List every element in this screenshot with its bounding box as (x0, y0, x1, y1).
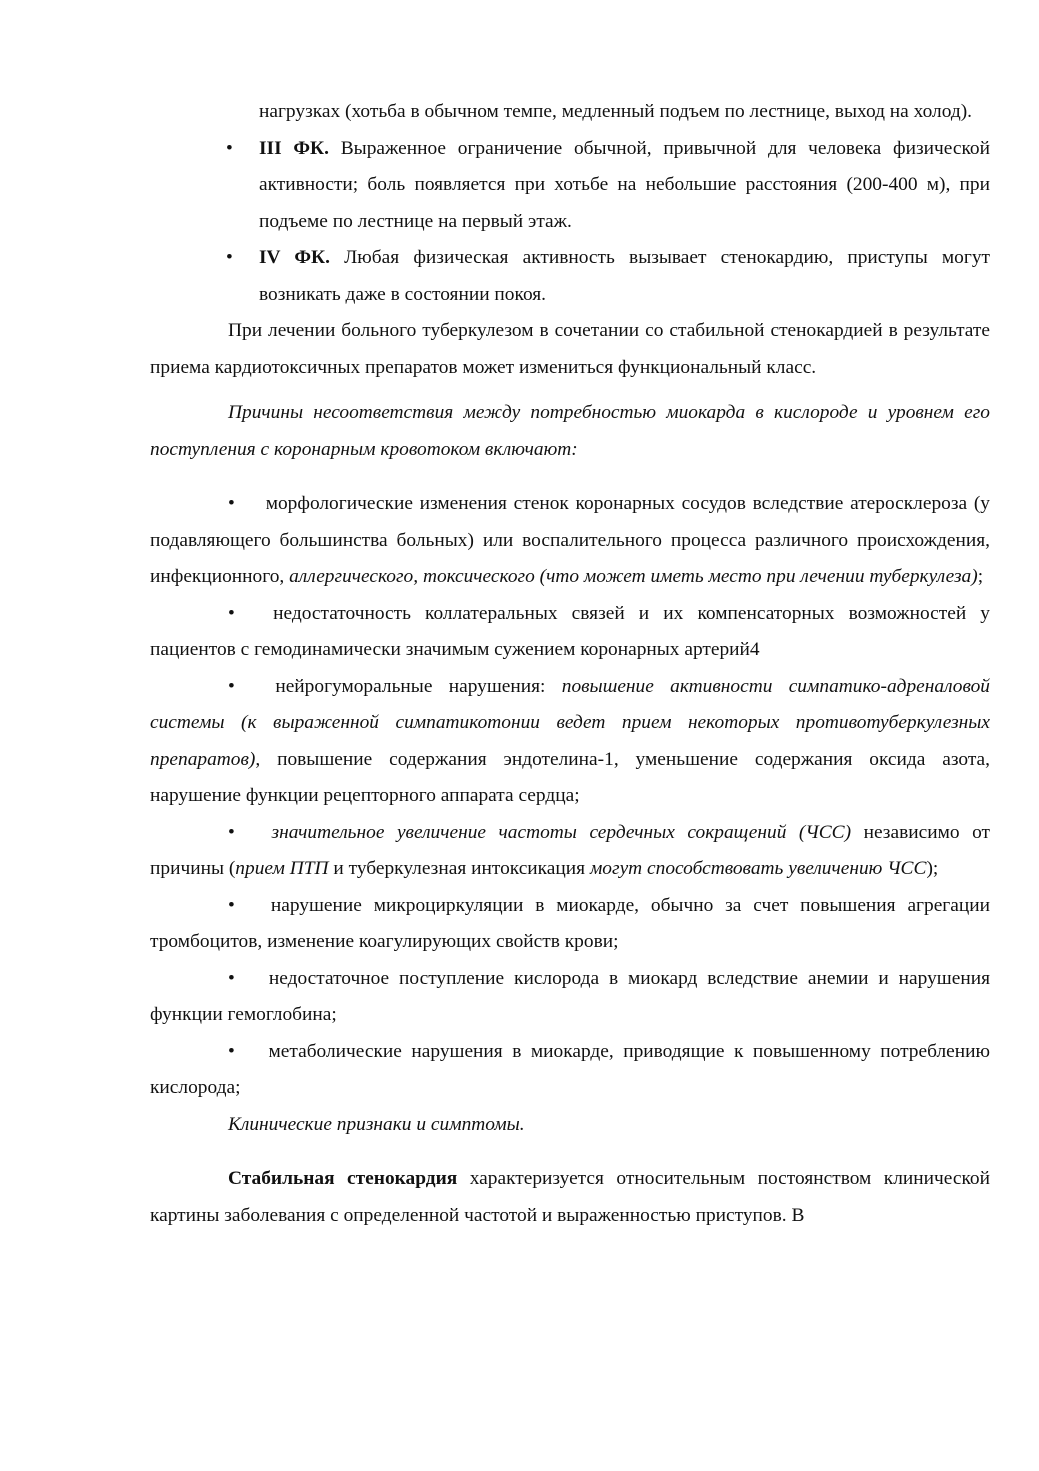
cause-text: недостаточность коллатеральных связей и их компенсаторных возможностей у пациентов с гемодинамически значимым сужением коронарных артерий4 (150, 602, 990, 660)
fc3-label: III ФК. (259, 137, 329, 159)
fc4-label: IV ФК. (259, 247, 330, 268)
cause-italic-text: значительное увеличение частоты сердечных сокращений (ЧСС) (271, 821, 852, 843)
fc2-continuation-text: нагрузках (хотьба в обычном темпе, медленный подъем по лестнице, выход на холод). (259, 101, 973, 122)
cause-text: метаболические нарушения в миокарде, приводящие к повышенному потреблению кислорода; (150, 1040, 990, 1098)
cause-item-oxygen-supply (150, 961, 990, 1034)
cause-item-morphology (150, 486, 990, 596)
fc4-list-item (150, 240, 990, 313)
causes-heading (150, 395, 990, 468)
cause-item-neurohumoral (150, 669, 990, 815)
clinical-heading-text: Клинические признаки и симптомы. (228, 1113, 525, 1135)
bullet-icon: • (226, 247, 233, 268)
cause-item-metabolic (150, 1034, 990, 1107)
treatment-paragraph: При лечении больного туберкулезом в сочетании со стабильной стенокардией в результате приема кардиотоксичных препаратов может измениться функциональный класс. (150, 320, 990, 378)
cause-item-heart-rate (150, 815, 990, 888)
cause-italic-text: прием ПТП (235, 858, 329, 879)
cause-item-microcirculation (150, 888, 990, 961)
cause-italic-text: могут способствовать увеличению ЧСС (589, 858, 927, 879)
cause-text: морфологические изменения стенок коронарных сосудов вследствие атеросклероза (у подавляющего большинства больных) или воспалительного процесса различного происхождения, инфекционного, (150, 493, 990, 587)
cause-text: , повышение содержания эндотелина-1, уменьшение содержания оксида азота, нарушение функции рецепторного аппарата сердца; (150, 748, 990, 806)
bullet-icon: • (226, 137, 233, 159)
fc-list-continuation (150, 94, 990, 131)
cause-text: независимо от причины ( (150, 821, 990, 879)
fc4-text: Любая физическая активность вызывает стенокардию, приступы могут возникать даже в состоянии покоя. (259, 247, 991, 305)
cause-text: нарушение микроциркуляции в миокарде, обычно за счет повышения агрегации тромбоцитов, изменение коагулирующих свойств крови; (150, 894, 990, 952)
cause-text: ; (977, 566, 984, 587)
cause-text: ); (926, 858, 939, 879)
cause-italic-text: повышение активности симпатико-адреналовой системы (к выраженной симпатикотонии ведет прием некоторых противотуберкулезных препаратов) (150, 675, 991, 770)
fc3-text: Выраженное ограничение обычной, привычной для человека физической активности; боль появляется при хотьбе на небольшие расстояния (200-400 м), при подъеме по лестнице на первый этаж. (259, 137, 990, 232)
stable-angina-term: Стабильная стенокардия (228, 1168, 458, 1189)
causes-heading-text: Причины несоответствия между потребностью миокарда в кислороде и уровнем его поступления с коронарным кровотоком включают: (150, 402, 990, 460)
document-page (150, 94, 990, 1234)
cause-text: недостаточное поступление кислорода в миокард вследствие анемии и нарушения функции гемоглобина; (150, 967, 990, 1025)
cause-italic-text: аллергического, токсического (что может иметь место при лечении туберкулеза) (289, 566, 978, 587)
cause-text: и туберкулезная интоксикация (328, 858, 590, 879)
stable-angina-text: характеризуется относительным постоянством клинической картины заболевания с определенной частотой и выраженностью приступов. В (150, 1168, 990, 1226)
stable-angina-paragraph (150, 1161, 990, 1234)
cause-text: нейрогуморальные нарушения: (275, 675, 562, 697)
fc3-list-item (150, 131, 990, 241)
clinical-heading (150, 1107, 990, 1144)
cause-item-collaterals (150, 596, 990, 669)
